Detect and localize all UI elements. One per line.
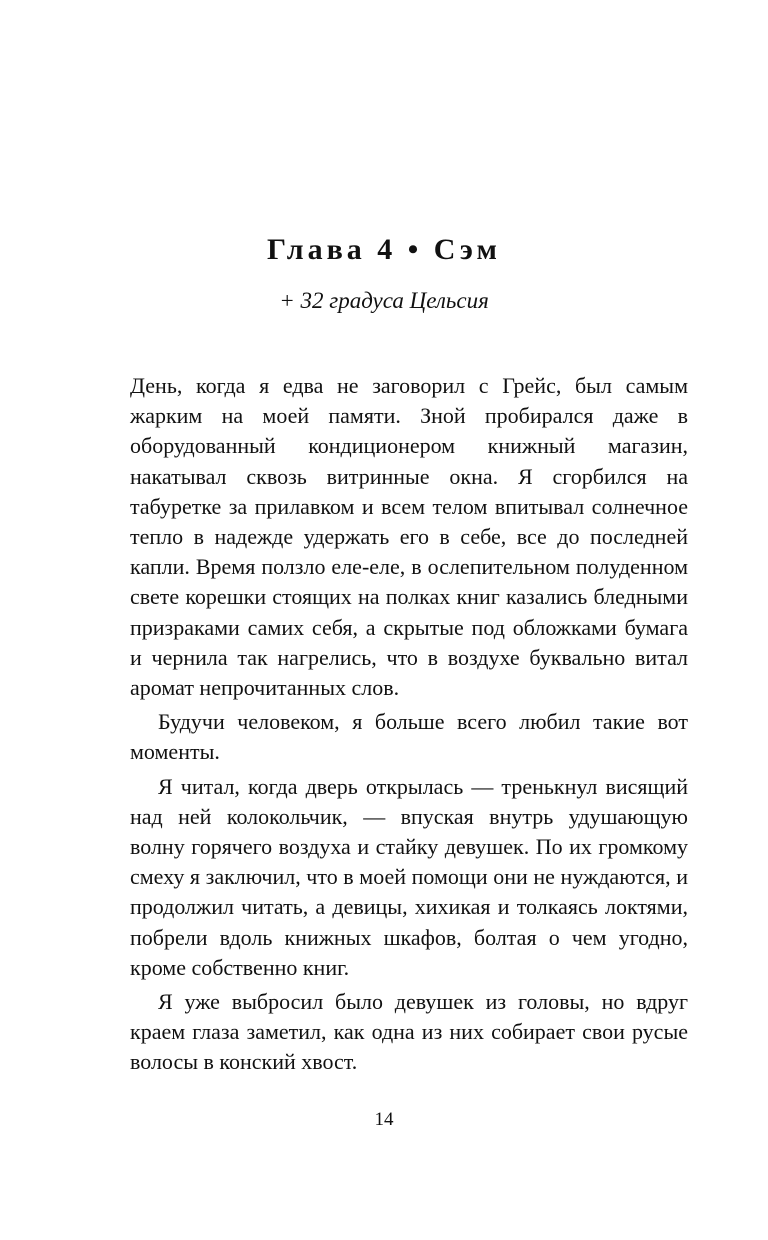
- paragraph: Будучи человеком, я больше всего любил такие вот моменты.: [130, 709, 688, 765]
- paragraph: Я уже выбросил было девушек из головы, но вдруг краем глаза заметил, как одна из них собирает свои русые волосы в конский хвост.: [130, 989, 688, 1075]
- page-number: 14: [374, 1109, 394, 1130]
- chapter-subtitle: + 32 градуса Цельсия: [279, 288, 489, 313]
- paragraph: Я читал, когда дверь открылась — тренькнул висящий над ней колокольчик, — впуская внутрь удушающую волну горячего воздуха и стайку девушек. По их громкому смеху я заключил, что в моей помощи они не нуждаются, и продолжил читать, а девицы, хихикая и толкаясь локтями, побрели вдоль книжных шкафов, болтая о чем угодно, кроме собственно книг.: [130, 773, 688, 980]
- paragraph: День, когда я едва не заговорил с Грейс, был самым жарким на моей памяти. Зной пробирался даже в оборудованный кондиционером книжный магазин, накатывал сквозь витринные окна. Я сгорбился на табуретке за прилавком и всем телом впитывал солнечное тепло в надежде удержать его в себе, все до последней капли. Время ползло еле-еле, в ослепительном полуденном свете корешки стоящих на полках книг казались бледными призраками самих себя, а скрытые под обложками бумага и чернила так нагрелись, что в воздухе буквально витал аромат непрочитанных слов.: [130, 373, 688, 701]
- chapter-title: Глава 4 • Сэм: [267, 233, 501, 266]
- body-text: [130, 371, 688, 1082]
